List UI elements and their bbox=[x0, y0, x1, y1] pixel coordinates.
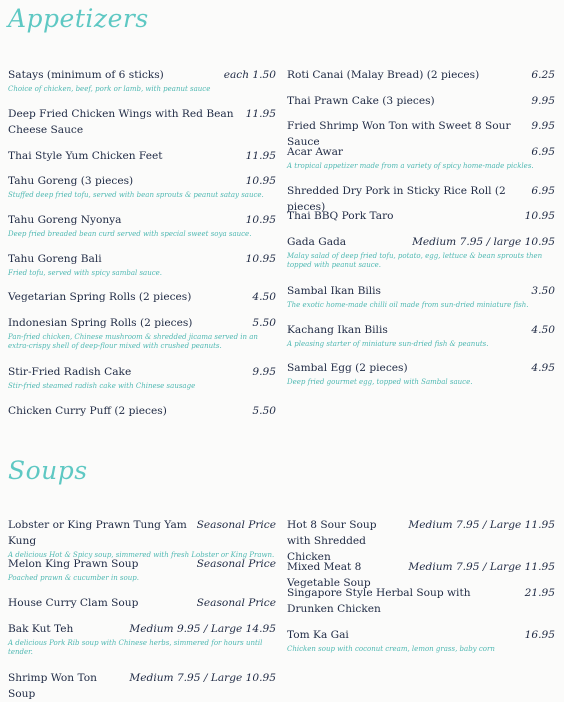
menu-item bbox=[287, 322, 555, 349]
item-name: Fried Shrimp Won Ton with Sweet 8 Sour Sauce bbox=[287, 120, 511, 148]
item-name: Tahu Goreng Bali bbox=[8, 253, 102, 265]
item-name: Thai BBQ Pork Taro bbox=[287, 210, 394, 222]
item-name: Kachang Ikan Bilis bbox=[287, 324, 388, 336]
item-name: Mixed Meat 8 Vegetable Soup bbox=[287, 561, 371, 589]
item-description: Poached prawn & cucumber in soup. bbox=[8, 574, 139, 582]
menu-item bbox=[8, 595, 276, 611]
menu-item bbox=[8, 621, 276, 657]
item-price: 9.95 bbox=[252, 366, 276, 378]
menu-item bbox=[8, 289, 276, 305]
item-name: Satays (minimum of 6 sticks) bbox=[8, 69, 164, 81]
item-description: The exotic home-made chilli oil made from sun-dried miniature fish. bbox=[287, 301, 529, 309]
item-name: Roti Canai (Malay Bread) (2 pieces) bbox=[287, 69, 480, 81]
menu-item bbox=[8, 212, 276, 239]
item-name: Thai Style Yum Chicken Feet bbox=[8, 150, 163, 162]
menu-item bbox=[8, 670, 276, 702]
item-price: 6.25 bbox=[531, 69, 555, 81]
item-price: 11.95 bbox=[245, 108, 276, 120]
menu-item bbox=[8, 403, 276, 419]
item-name: Gada Gada bbox=[287, 236, 347, 248]
item-price: Medium 7.95 / Large 11.95 bbox=[408, 519, 555, 531]
item-description: A delicious Pork Rib soup with Chinese herbs, simmered for hours until tender. bbox=[8, 639, 263, 656]
item-description: Pan-fried chicken, Chinese mushroom & shredded jicama served in an extra-crispy shell of deep-flour mixed with crushed peanuts. bbox=[8, 333, 258, 350]
item-name: Singapore Style Herbal Soup with Drunken Chicken bbox=[287, 587, 471, 615]
menu-item bbox=[8, 517, 276, 560]
menu-item bbox=[287, 234, 555, 270]
menu-item bbox=[287, 93, 555, 109]
item-price: 4.95 bbox=[531, 362, 555, 374]
item-name: Stir-Fried Radish Cake bbox=[8, 366, 132, 378]
menu-item bbox=[287, 208, 555, 224]
item-name: Acar Awar bbox=[287, 146, 343, 158]
item-name: Shredded Dry Pork in Sticky Rice Roll (2 pieces) bbox=[287, 185, 506, 213]
menu-item bbox=[287, 585, 555, 617]
item-price: 9.95 bbox=[531, 120, 555, 132]
item-price: 4.50 bbox=[531, 324, 555, 336]
item-description: Deep fried gourmet egg, topped with Sambal sauce. bbox=[287, 378, 473, 386]
item-description: A delicious Hot & Spicy soup, simmered with fresh Lobster or King Prawn. bbox=[8, 551, 275, 559]
soups-title: Soups bbox=[8, 456, 88, 485]
menu-item bbox=[8, 315, 276, 351]
menu-item bbox=[287, 517, 555, 565]
item-name: Hot 8 Sour Soup with Shredded Chicken bbox=[287, 519, 377, 563]
item-price: 10.95 bbox=[245, 253, 276, 265]
item-name: Thai Prawn Cake (3 pieces) bbox=[287, 95, 435, 107]
menu-item bbox=[8, 67, 276, 94]
item-name: Vegetarian Spring Rolls (2 pieces) bbox=[8, 291, 192, 303]
item-name: Shrimp Won Ton Soup bbox=[8, 672, 97, 700]
menu-item bbox=[287, 283, 555, 310]
item-price: 10.95 bbox=[245, 175, 276, 187]
item-price: 6.95 bbox=[531, 146, 555, 158]
item-name: Indonesian Spring Rolls (2 pieces) bbox=[8, 317, 193, 329]
item-name: Tahu Goreng Nyonya bbox=[8, 214, 122, 226]
item-name: Bak Kut Teh bbox=[8, 623, 74, 635]
item-price: Seasonal Price bbox=[196, 558, 276, 570]
item-price: 5.50 bbox=[252, 317, 276, 329]
appetizers-title: Appetizers bbox=[8, 4, 149, 33]
item-price: Medium 7.95 / large 10.95 bbox=[412, 236, 555, 248]
menu-item bbox=[8, 364, 276, 391]
menu-item bbox=[8, 173, 276, 200]
item-description: Chicken soup with coconut cream, lemon grass, baby corn bbox=[287, 645, 495, 653]
item-description: Malay salad of deep fried tofu, potato, egg, lettuce & bean sprouts then topped with peanut sauce. bbox=[287, 252, 543, 269]
item-price: Medium 9.95 / Large 14.95 bbox=[129, 623, 276, 635]
item-name: Melon King Prawn Soup bbox=[8, 558, 139, 570]
item-name: Lobster or King Prawn Tung Yam Kung bbox=[8, 519, 187, 547]
item-price: 9.95 bbox=[531, 95, 555, 107]
item-name: Chicken Curry Puff (2 pieces) bbox=[8, 405, 167, 417]
item-name: Sambal Ikan Bilis bbox=[287, 285, 381, 297]
item-price: Medium 7.95 / Large 10.95 bbox=[129, 672, 276, 684]
item-price: 10.95 bbox=[524, 210, 555, 222]
item-description: A tropical appetizer made from a variety of spicy home-made pickles. bbox=[287, 162, 534, 170]
item-description: Choice of chicken, beef, pork or lamb, with peanut sauce bbox=[8, 85, 211, 93]
menu-item bbox=[287, 360, 555, 387]
item-price: each 1.50 bbox=[223, 69, 276, 81]
item-price: 10.95 bbox=[245, 214, 276, 226]
item-description: Deep fried breaded bean curd served with special sweet soya sauce. bbox=[8, 230, 252, 238]
item-name: Tom Ka Gai bbox=[287, 629, 349, 641]
item-price: 21.95 bbox=[524, 587, 555, 599]
menu-item bbox=[8, 148, 276, 164]
item-name: Sambal Egg (2 pieces) bbox=[287, 362, 408, 374]
item-price: Seasonal Price bbox=[196, 519, 276, 531]
menu-item bbox=[287, 144, 555, 171]
item-price: 3.50 bbox=[531, 285, 555, 297]
menu-item bbox=[8, 251, 276, 278]
item-price: Medium 7.95 / Large 11.95 bbox=[408, 561, 555, 573]
menu-item bbox=[8, 106, 276, 138]
item-price: Seasonal Price bbox=[196, 597, 276, 609]
item-price: 6.95 bbox=[531, 185, 555, 197]
menu-item bbox=[287, 67, 555, 83]
item-price: 16.95 bbox=[524, 629, 555, 641]
item-price: 4.50 bbox=[252, 291, 276, 303]
item-price: 5.50 bbox=[252, 405, 276, 417]
item-name: Deep Fried Chicken Wings with Red Bean Cheese Sauce bbox=[8, 108, 234, 136]
item-description: Stir-fried steamed radish cake with Chinese sausage bbox=[8, 382, 196, 390]
menu-item bbox=[287, 627, 555, 654]
item-description: A pleasing starter of miniature sun-dried fish & peanuts. bbox=[287, 340, 489, 348]
item-price: 11.95 bbox=[245, 150, 276, 162]
item-name: House Curry Clam Soup bbox=[8, 597, 139, 609]
item-description: Stuffed deep fried tofu, served with bean sprouts & peanut satay sauce. bbox=[8, 191, 264, 199]
item-description: Fried tofu, served with spicy sambal sauce. bbox=[8, 269, 163, 277]
item-name: Tahu Goreng (3 pieces) bbox=[8, 175, 134, 187]
menu-item bbox=[8, 556, 276, 583]
